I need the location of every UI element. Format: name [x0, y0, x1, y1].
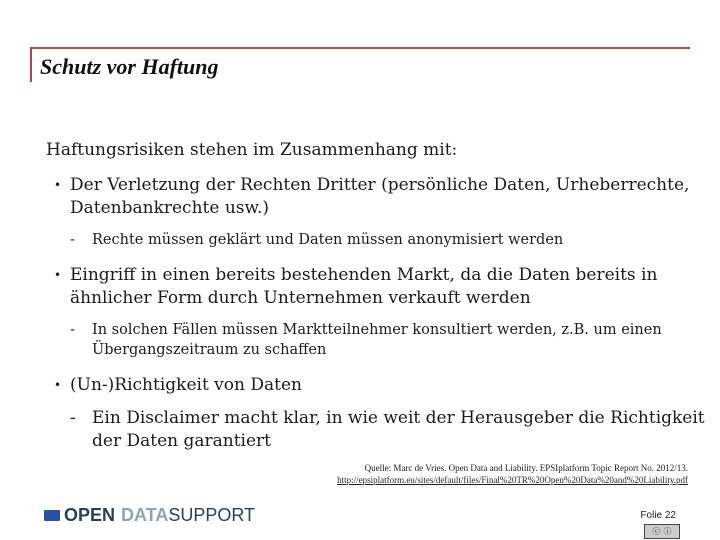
intro-text: Haftungsrisiken stehen im Zusammenhang mit:	[46, 140, 458, 160]
logo-data: DATA	[121, 505, 169, 525]
title-frame-top-line	[30, 47, 690, 49]
bullet-marker: •	[54, 378, 62, 392]
title-frame-left-line	[30, 47, 32, 82]
sub-item	[46, 230, 706, 250]
sub-item	[46, 320, 706, 360]
logo-support: SUPPORT	[168, 505, 256, 525]
cc-icon: ⓒ	[652, 527, 661, 536]
bullet-item	[46, 374, 706, 397]
eu-flag-icon	[44, 510, 60, 521]
bullet-text: Der Verletzung der Rechten Dritter (persönliche Daten, Urheberrechte, Datenbankrechte usw.)	[70, 175, 690, 218]
slide-number: Folie 22	[640, 510, 676, 521]
open-data-support-logo	[44, 505, 255, 526]
sub-item	[46, 407, 706, 453]
source-citation	[337, 462, 688, 486]
bullet-text: (Un-)Richtigkeit von Daten	[70, 375, 302, 395]
sub-text: Ein Disclaimer macht klar, in wie weit der Herausgeber die Richtigkeit der Daten garantiert	[92, 408, 705, 451]
dash-marker: -	[70, 322, 75, 338]
bullet-item	[46, 264, 706, 310]
bullet-item	[46, 174, 706, 220]
dash-marker: -	[70, 408, 76, 428]
creative-commons-badge[interactable]	[644, 524, 680, 539]
sub-text: Rechte müssen geklärt und Daten müssen anonymisiert werden	[92, 232, 564, 248]
logo-open: OPEN	[64, 505, 116, 525]
source-text: Quelle: Marc de Vries. Open Data and Liability. EPSIplatform Topic Report No. 2012/13.	[364, 463, 688, 473]
slide-content	[46, 140, 706, 467]
bullet-marker: •	[54, 268, 62, 282]
bullet-text: Eingriff in einen bereits bestehenden Markt, da die Daten bereits in ähnlicher Form durch Unternehmen verkauft werden	[70, 265, 658, 308]
sub-text: In solchen Fällen müssen Marktteilnehmer konsultiert werden, z.B. um einen Übergangszeitraum zu schaffen	[92, 322, 662, 358]
dash-marker: -	[70, 232, 75, 248]
bullet-marker: •	[54, 178, 62, 192]
slide-title: Schutz vor Haftung	[40, 54, 219, 79]
source-link[interactable]: http://epsiplatform.eu/sites/default/files/Final%20TR%20Open%20Data%20and%20Liability.pdf	[337, 475, 688, 485]
by-icon: ⓘ	[663, 527, 672, 536]
